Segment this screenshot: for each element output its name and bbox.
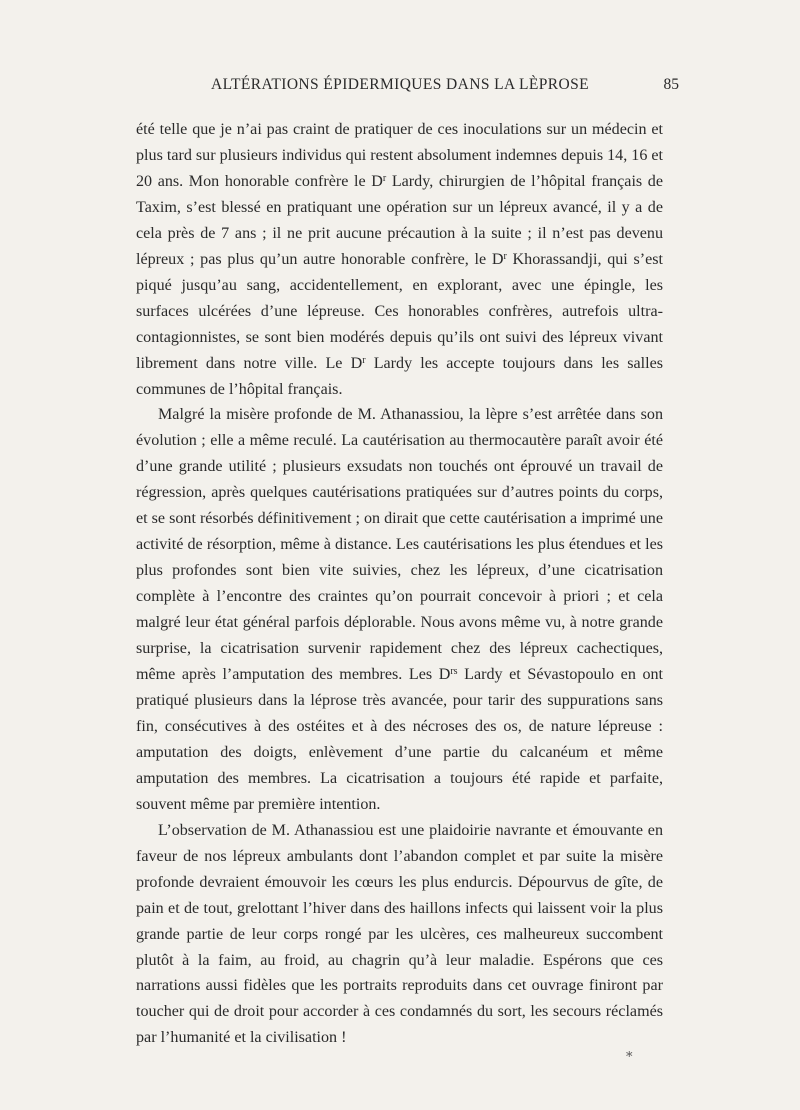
text-run: Lardy les accepte toujours dans les salles communes de l’hôpital français.: [136, 354, 663, 398]
text-run: L’observation de M. Athanassiou est une plaidoirie navrante et émouvante en faveur de nos lépreux ambulants dont l’abandon complet et par suite la misère profonde devraient émouvoir les cœurs les plus endurcis. Dépourvus de gîte, de pain et de tout, grelottant l’hiver dans des haillons infects qui laissent voir la plus grande partie de leur corps rongé par les ulcères, ces malheureux succombent plutôt à la faim, au froid, au chagrin qu’à leur maladie. Espérons que ces narrations aussi fidèles que les portraits reproduits dans cet ouvrage finiront par toucher qui de droit pour accorder à ces condamnés du sort, les secours réclamés par l’humanité et la civilisation !: [136, 821, 663, 1047]
paragraph: [136, 402, 663, 817]
page-header: [0, 76, 800, 98]
body-text: [136, 117, 663, 1051]
superscript: r: [503, 250, 507, 262]
paragraph: [136, 818, 663, 1052]
running-title: ALTÉRATIONS ÉPIDERMIQUES DANS LA LÈPROSE: [211, 76, 589, 93]
stray-mark: *: [626, 1050, 633, 1065]
text-run: été telle que je n’ai pas craint de pratiquer de ces inoculations sur un médecin et plus tard sur plusieurs individus qui restent absolument indemnes depuis 14, 16 et 20 ans. Mon honorable confrère le D: [136, 121, 664, 190]
text-run: Khorassandji, qui s’est piqué jusqu’au sang, accidentellement, en explorant, avec une épingle, les surfaces ulcérées d’une lépreuse. Ces honorables confrères, autrefois ultra-contagionnistes, se sont bien modérés depuis qu’ils ont suivi des lépreux vivant librement dans notre ville. Le D: [136, 250, 663, 372]
superscript: r: [382, 172, 387, 184]
text-run: Lardy, chirurgien de l’hôpital français de Taxim, s’est blessé en pratiquant une opération sur un lépreux avancé, il y a de cela près de 7 ans ; il ne prit aucune précaution à la suite ; il n’est pas devenu lépreux ; pas plus qu’un autre honorable confrère, le D: [136, 172, 663, 268]
paragraph: [136, 117, 663, 402]
superscript: r: [362, 354, 366, 366]
text-run: Malgré la misère profonde de M. Athanassiou, la lèpre s’est arrêtée dans son évolution ; elle a même reculé. La cautérisation au thermocautère paraît avoir été d’une grande utilité ; plusieurs exsudats non touchés ont éprouvé un travail de régression, après quelques cautérisations pratiquées sur d’autres points du corps, et se sont résorbés définitivement ; on dirait que cette cautérisation a imprimé une activité de résorption, même à distance. Les cautérisations les plus étendues et les plus profondes sont bien vite suivies, chez les lépreux, d’une cicatrisation complète à l’encontre des craintes qu’on pourrait concevoir à priori ; et cela malgré leur état général parfois déplorable. Nous avons même vu, à notre grande surprise, la cicatrisation survenir rapidement chez des lépreux cachectiques, même après l’amputation des membres. Les D: [136, 406, 663, 684]
text-run: Lardy et Sévastopoulo en ont pratiqué plusieurs dans la léprose très avancée, pour tarir des suppurations sans fin, consécutives à des ostéites et à des nécroses des os, de nature lépreuse : amputation des doigts, enlèvement d’une partie du calcanéum et même amputation des membres. La cicatrisation a toujours été rapide et parfaite, souvent même par première intention.: [136, 666, 664, 813]
superscript: rs: [450, 666, 458, 678]
page-number: 85: [663, 76, 679, 93]
